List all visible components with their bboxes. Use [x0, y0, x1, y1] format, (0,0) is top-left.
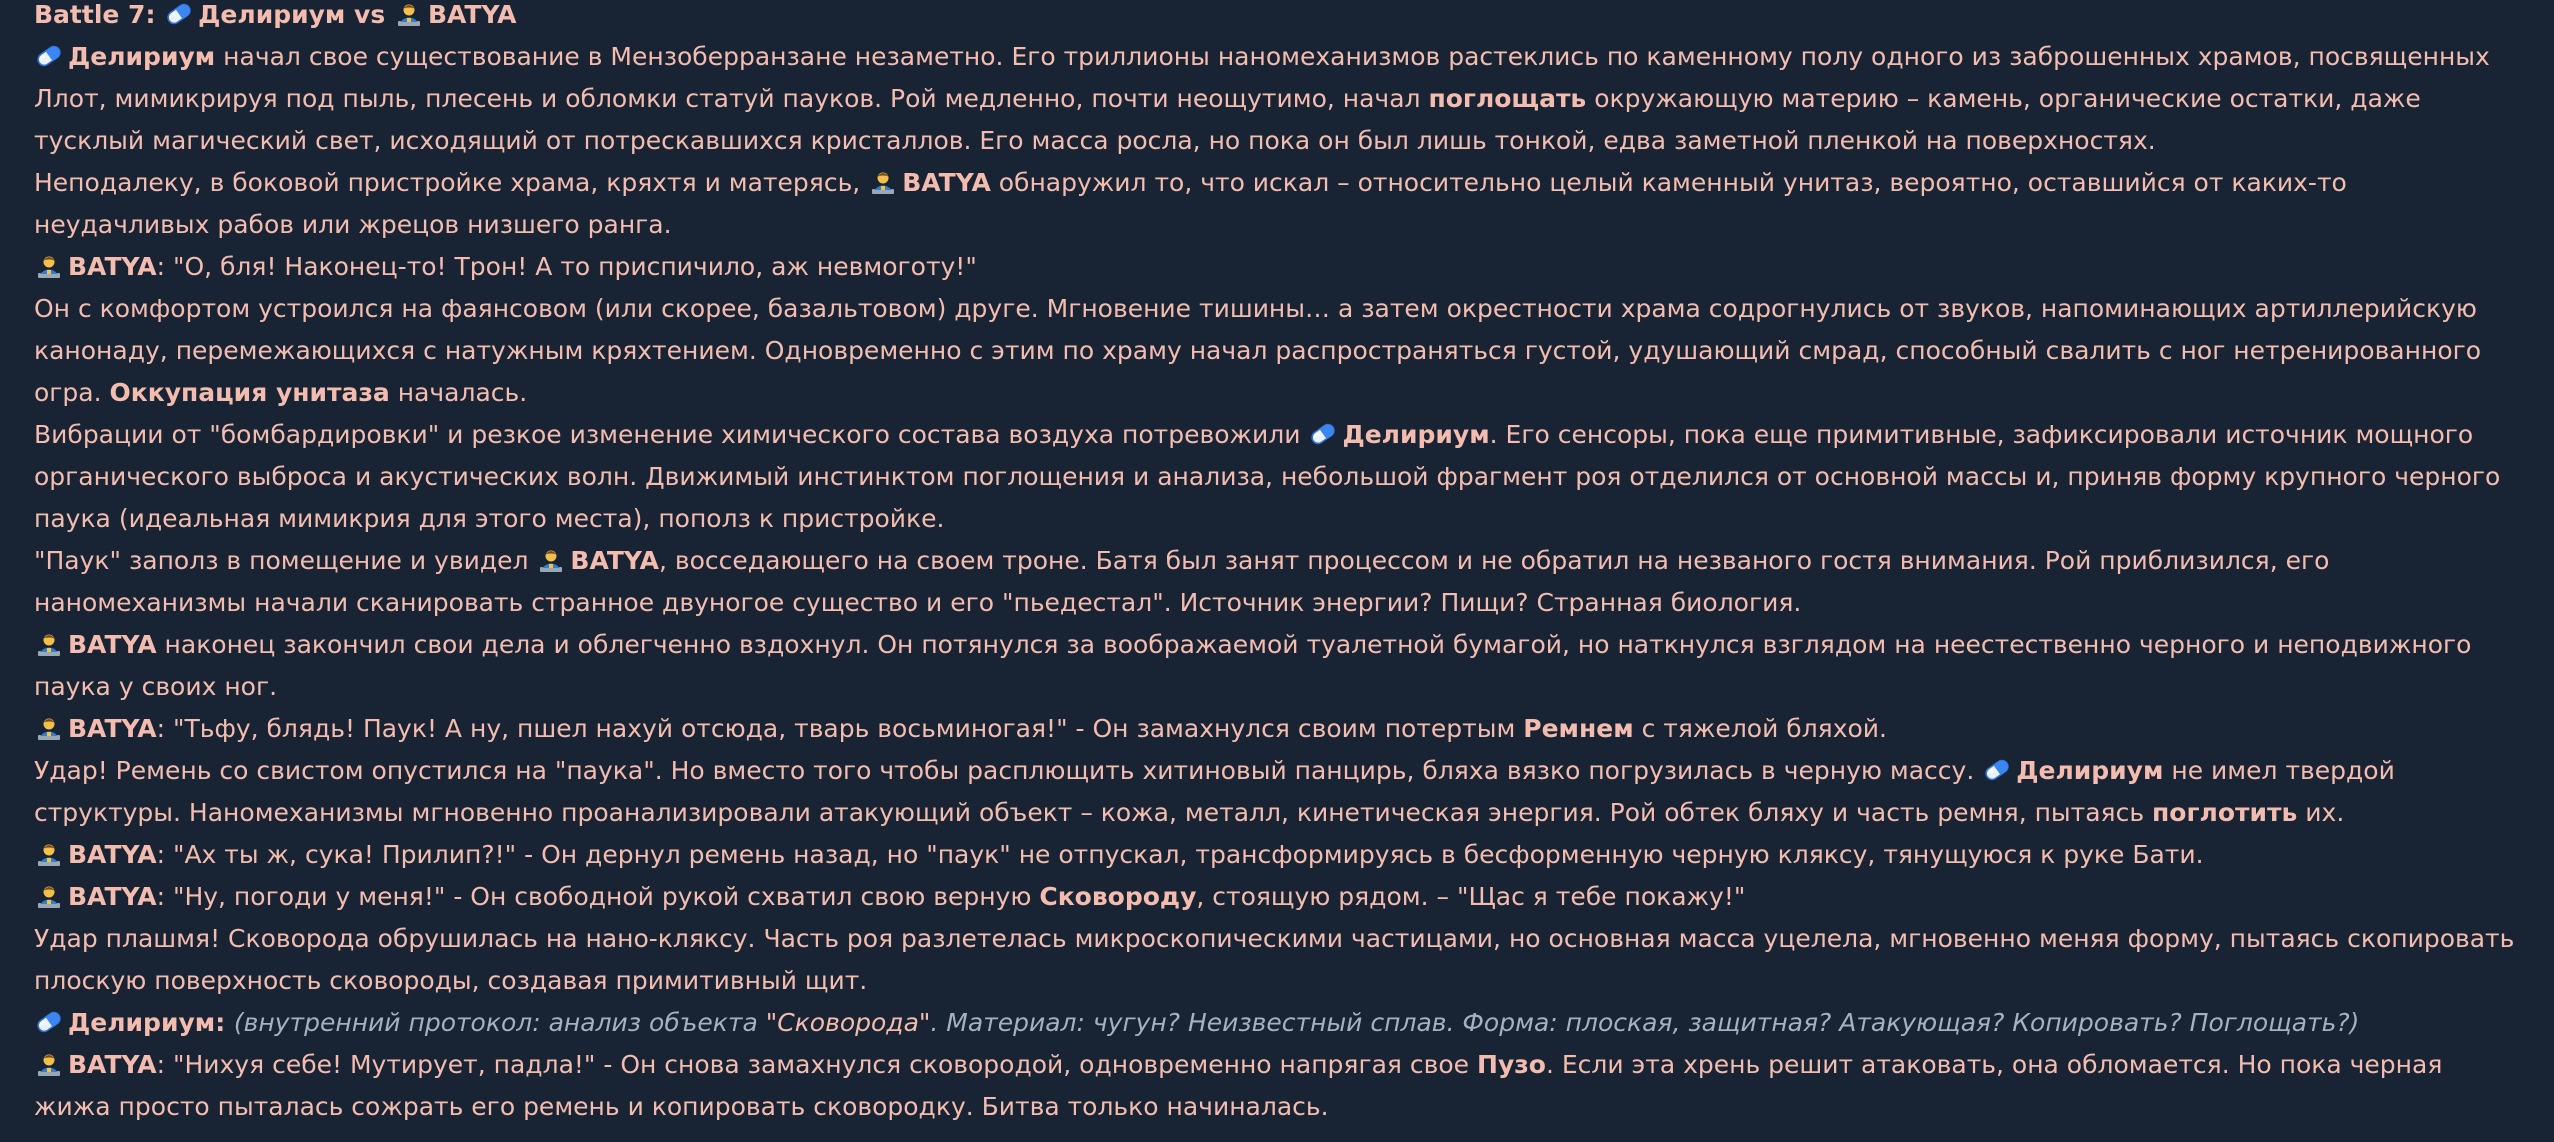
story-text: , стоящую рядом. – "Щас я тебе покажу!" — [1196, 882, 1746, 911]
story-text: не имел твердой структуры. Наномеханизмы мгновенно проанализировали атакующий объект – кожа, металл, кинетическая энергия. Рой обтек бляху и часть ремня, пытаясь — [34, 756, 2395, 827]
emphasis-text: Делириум — [2016, 756, 2164, 785]
story-text: : "Нихуя себе! Мутирует, падла!" - Он снова замахнулся сковородой, одновременно напрягая свое — [156, 1050, 1478, 1079]
person-icon — [34, 253, 64, 279]
emphasis-text: Ремнем — [1523, 714, 1634, 743]
person-icon — [34, 715, 64, 741]
emphasis-text: BATYA — [68, 630, 157, 659]
story-text: . Его сенсоры, пока еще примитивные, зафиксировали источник мощного органического выброса и акустических волн. Движимый инстинктом поглощения и анализа, небольшой фрагмент роя отделился от основной массы и, приняв форму крупного черного паука (идеальная мимикрия для этого места), пополз к пристройке. — [34, 420, 2501, 533]
emphasis-text: BATYA — [902, 168, 991, 197]
person-icon — [34, 883, 64, 909]
person-icon — [536, 547, 566, 573]
emphasis-text: BATYA — [570, 546, 659, 575]
story-paragraph — [34, 1002, 2524, 1044]
story-text: их. — [2297, 798, 2345, 827]
emphasis-text: BATYA — [427, 0, 517, 29]
story-text: обнаружил то, что искал – относительно целый каменный унитаз, вероятно, оставшийся от каких-то неудачливых рабов или жрецов низшего ранга. — [34, 168, 2347, 239]
story-text: "Сковорода" — [765, 1008, 931, 1037]
emphasis-text: Сковороду — [1039, 882, 1197, 911]
story-text: окружающую материю – камень, органические остатки, даже тусклый магический свет, исходящий от потрескавшихся кристаллов. Его масса росла, но пока он был лишь тонкой, едва заметной пленкой на поверхностях. — [34, 84, 2421, 155]
story-text: Неподалеку, в боковой пристройке храма, кряхтя и матерясь, — [34, 168, 869, 197]
story-paragraph — [34, 1044, 2524, 1128]
story-text: началась. — [389, 378, 528, 407]
emphasis-text: BATYA — [68, 252, 157, 281]
battle-story — [34, 0, 2524, 1128]
emphasis-text: Делириум — [1342, 420, 1490, 449]
person-icon — [34, 841, 64, 867]
person-icon — [34, 1051, 64, 1077]
person-icon — [868, 169, 898, 195]
story-text: : "Ну, погоди у меня!" - Он свободной рукой схватил свою верную — [156, 882, 1040, 911]
story-text: Вибрации от "бомбардировки" и резкое изменение химического состава воздуха потревожили — [34, 420, 1309, 449]
person-icon — [34, 631, 64, 657]
story-paragraph — [34, 876, 2524, 918]
emphasis-text: Делириум — [68, 42, 216, 71]
story-text: , восседающего на своем троне. Батя был занят процессом и не обратил на незваного гостя внимания. Рой приблизился, его наномеханизмы начали сканировать странное двуногое существо и его "пьедестал". Источник энергии? Пищи? Странная биология. — [34, 546, 2330, 617]
emphasis-text: BATYA — [68, 840, 157, 869]
emphasis-text: поглощать — [1428, 84, 1587, 113]
story-text: Удар! Ремень со свистом опустился на "паука". Но вместо того чтобы расплющить хитиновый панцирь, бляха вязко погрузилась в черную массу. — [34, 756, 1983, 785]
story-paragraph — [34, 540, 2524, 624]
pill-icon — [164, 1, 194, 27]
emphasis-text: Пузо — [1477, 1050, 1546, 1079]
story-text: : "О, бля! Наконец-то! Трон! А то приспичило, аж невмоготу!" — [156, 252, 977, 281]
story-text: Удар плашмя! Сковорода обрушилась на нано-кляксу. Часть роя разлетелась микроскопическими частицами, но основная масса уцелела, мгновенно меняя форму, пытаясь скопировать плоскую поверхность сковороды, создавая примитивный щит. — [34, 924, 2515, 995]
story-paragraph — [34, 246, 2524, 288]
emphasis-text: BATYA — [68, 1050, 157, 1079]
story-paragraph — [34, 288, 2524, 414]
story-paragraph — [34, 162, 2524, 246]
pill-icon — [1982, 757, 2012, 783]
pill-icon — [34, 1009, 64, 1035]
emphasis-text: BATYA — [68, 882, 157, 911]
emphasis-text: : — [215, 1008, 234, 1037]
emphasis-text: поглотить — [2152, 798, 2298, 827]
emphasis-text: Делириум vs — [198, 0, 394, 29]
story-paragraph — [34, 834, 2524, 876]
story-text: "Паук" заполз в помещение и увидел — [34, 546, 537, 575]
person-icon — [394, 1, 424, 27]
story-text: с тяжелой бляхой. — [1633, 714, 1888, 743]
emphasis-text: Battle 7: — [34, 0, 165, 29]
pill-icon — [1308, 421, 1338, 447]
emphasis-text: Оккупация унитаза — [109, 378, 390, 407]
story-text: (внутренний протокол: анализ объекта — [233, 1008, 766, 1037]
pill-icon — [34, 43, 64, 69]
story-paragraph — [34, 918, 2524, 1002]
story-paragraph — [34, 750, 2524, 834]
story-text: начал свое существование в Мензоберранзане незаметно. Его триллионы наномеханизмов растеклись по каменному полу одного из заброшенных храмов, посвященных Ллот, мимикрируя под пыль, плесень и обломки статуй пауков. Рой медленно, почти неощутимо, начал — [34, 42, 2490, 113]
story-text: . Материал: чугун? Неизвестный сплав. Форма: плоская, защитная? Атакующая? Копировать? Поглощать?) — [930, 1008, 2360, 1037]
story-text: Он с комфортом устроился на фаянсовом (или скорее, базальтовом) друге. Мгновение тишины… а затем окрестности храма содрогнулись от звуков, напоминающих артиллерийскую канонаду, перемежающихся с натужным кряхтением. Одновременно с этим по храму начал распространяться густой, удушающий смрад, способный свалить с ног нетренированного огра. — [34, 294, 2482, 407]
story-text: : "Ах ты ж, сука! Прилип?!" - Он дернул ремень назад, но "паук" не отпускал, трансформируясь в бесформенную черную кляксу, тянущуюся к руке Бати. — [156, 840, 2204, 869]
story-text: . Если эта хрень решит атаковать, она обломается. Но пока черная жижа просто пыталась сожрать его ремень и копировать сковородку. Битва только начиналась. — [34, 1050, 2443, 1121]
emphasis-text: BATYA — [68, 714, 157, 743]
story-text: наконец закончил свои дела и облегченно вздохнул. Он потянулся за воображаемой туалетной бумагой, но наткнулся взглядом на неестественно черного и неподвижного паука у своих ног. — [34, 630, 2472, 701]
story-paragraph — [34, 708, 2524, 750]
story-text: : "Тьфу, блядь! Паук! А ну, пшел нахуй отсюда, тварь восьминогая!" - Он замахнулся своим потертым — [156, 714, 1524, 743]
story-paragraph — [34, 624, 2524, 708]
emphasis-text: Делириум — [68, 1008, 216, 1037]
story-paragraph — [34, 36, 2524, 162]
battle-title — [34, 0, 2524, 36]
story-paragraph — [34, 414, 2524, 540]
